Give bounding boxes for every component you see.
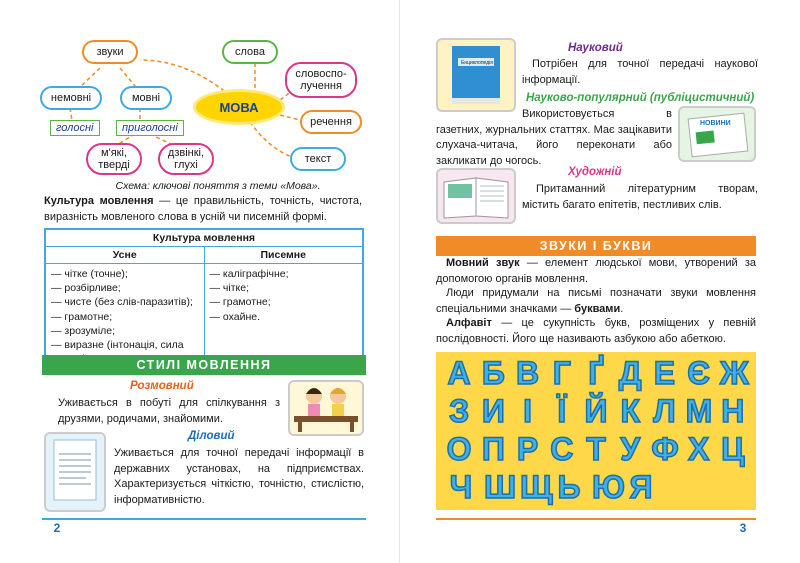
alphabet-letter: Я: [629, 469, 653, 505]
alphabet-letter: Є: [687, 355, 711, 391]
page-footer-line: [436, 518, 756, 520]
alphabet-letter: Д: [618, 355, 642, 391]
mindmap-node-slova: слова: [222, 40, 278, 64]
open-book-illustration: [436, 168, 516, 224]
alphabet-letter: А: [447, 355, 471, 391]
alphabet-row-3: [436, 430, 756, 468]
mindmap-node-dzvinki: дзвінкі, глухі: [158, 143, 214, 175]
term-alphabet: Алфавіт: [446, 317, 492, 329]
style-text-publitsystychnyi: Використовується в газетних, журнальних статтях. Має зацікавити слухача-читача, його переконати або закликати до чогось.: [436, 108, 672, 167]
list-item: — чисте (без слів-паразитів);: [51, 296, 193, 309]
style-text-dilovyi: Уживається для точної передачі інформації в державних установах, на підприємствах. Характеризується чіткістю, точністю, стислістю, інформативністю.: [114, 447, 364, 506]
list-item: — грамотне;: [51, 310, 113, 323]
mindmap-center: МОВА: [196, 92, 282, 122]
table-header-written: Писемне: [204, 247, 363, 264]
alphabet-letter: И: [481, 393, 505, 429]
style-text-khudozhnii: Притаманний літературним творам, містить багато епітетів, пестливих слів.: [522, 183, 758, 211]
mindmap-node-zvuky: звуки: [82, 40, 138, 64]
style-title-dilovyi: Діловий: [188, 430, 235, 442]
alphabet-letter: М: [685, 393, 713, 429]
alphabet-letter: Р: [516, 431, 539, 467]
text-sound: — елемент людської мови, утворений за допомогою органів мовлення.: [436, 257, 756, 285]
mindmap-node-miaki: м'які, тверді: [86, 143, 142, 175]
list-item: — зрозуміле;: [51, 324, 116, 337]
section-banner-sounds-letters: ЗВУКИ І БУКВИ: [436, 236, 756, 256]
alphabet-letter: С: [550, 431, 574, 467]
list-item: — чітке;: [209, 282, 249, 295]
kids-on-bench-illustration: [288, 380, 364, 436]
alphabet-row-1: [436, 354, 756, 392]
definition-text: — це правильність, точність, чистота, виразність мовленого слова в усній чи писемній формі.: [44, 195, 362, 223]
alphabet-letter: Ч: [449, 469, 473, 505]
mindmap-tag-holosni: голосні: [50, 120, 100, 136]
style-text-naukovyi: Потрібен для точної передачі наукової інформації.: [522, 58, 758, 86]
alphabet-letter: Х: [687, 431, 710, 467]
alphabet-letter: З: [449, 393, 470, 429]
style-text-rozmovnyi: Уживається в побуті для спілкування з друзями, родичами, знайомими.: [58, 397, 280, 425]
paragraph-sound: [436, 256, 756, 287]
alphabet-letter: Ж: [719, 355, 749, 391]
list-item: — грамотне;: [209, 296, 271, 309]
list-item: — каліграфічне;: [209, 268, 289, 280]
page-number-right: 3: [739, 521, 747, 535]
definition-paragraph: [44, 194, 362, 225]
alphabet-letter: Ц: [721, 431, 745, 467]
alphabet-letter: О: [446, 431, 472, 467]
style-title-publitsystychnyi: Науково-популярний (публіцистичний): [526, 92, 755, 104]
alphabet-letter: Й: [584, 393, 608, 429]
mindmap-node-tekst: текст: [290, 147, 346, 171]
alphabet-board: [436, 352, 756, 510]
book-label: Енциклопедія: [461, 60, 493, 66]
table-header-oral: Усне: [45, 247, 204, 264]
mindmap-node-rechennia: речення: [300, 110, 362, 134]
mindmap-node-slovospoluchennia: словоспо- лучення: [285, 62, 357, 98]
section-banner-styles: СТИЛІ МОВЛЕННЯ: [42, 355, 366, 375]
alphabet-row-2: [436, 392, 756, 430]
mindmap-node-movni: мовні: [120, 86, 172, 110]
encyclopedia-book-illustration: [436, 38, 516, 112]
alphabet-letter: І: [523, 393, 532, 429]
text-letters-a: Люди придумали на письмі позначати звуки мовлення спеціальними значками —: [436, 287, 756, 315]
style-title-rozmovnyi: Розмовний: [130, 380, 194, 392]
style-title-khudozhnii: Художній: [568, 166, 622, 178]
alphabet-letter: Ь: [557, 469, 581, 505]
newspaper-illustration: [678, 106, 756, 162]
alphabet-letter: Ф: [651, 431, 679, 467]
alphabet-letter: Л: [653, 393, 676, 429]
list-item: — виразне (інтонація, сила: [51, 338, 184, 351]
alphabet-letter: Б: [481, 355, 505, 391]
alphabet-letter: Ю: [592, 469, 625, 505]
newspaper-label: НОВИНИ: [700, 120, 731, 127]
alphabet-letter: У: [620, 431, 641, 467]
alphabet-letter: Ш: [484, 469, 517, 505]
table-title: Культура мовлення: [45, 229, 363, 247]
list-item: — охайне.: [209, 310, 261, 323]
mindmap-node-nemovni: немовні: [40, 86, 102, 110]
style-title-naukovyi: Науковий: [568, 42, 623, 54]
alphabet-letter: К: [620, 393, 640, 429]
mindmap-tag-pryholosni: приголосні: [116, 120, 184, 136]
list-item: — чітке (точне);: [51, 268, 128, 280]
paragraph-alphabet: [436, 316, 756, 347]
text-letters-b: .: [620, 302, 624, 315]
definition-term: Культура мовлення: [44, 195, 154, 207]
alphabet-letter: Ї: [557, 393, 567, 429]
alphabet-letter: Н: [721, 393, 745, 429]
page-footer-line: [42, 518, 366, 520]
alphabet-row-4: [436, 468, 756, 506]
alphabet-letter: Ґ: [588, 355, 604, 391]
alphabet-letter: В: [515, 355, 540, 391]
paragraph-letters: [436, 286, 756, 317]
list-item: — розбірливе;: [51, 282, 121, 295]
text-alphabet: — це сукупність букв, розміщених у певній послідовності. Його ще називають азбукою або абеткою.: [436, 317, 756, 345]
document-illustration: [44, 432, 106, 512]
term-letters: буквами: [574, 302, 621, 315]
alphabet-letter: Щ: [520, 469, 553, 505]
alphabet-letter: Т: [586, 431, 606, 467]
alphabet-letter: Е: [653, 355, 676, 391]
mindmap-caption: Схема: ключові поняття з теми «Мова».: [115, 180, 321, 192]
speech-culture-table: [44, 228, 364, 371]
page-number-left: 2: [53, 521, 61, 535]
alphabet-letter: Г: [552, 355, 571, 391]
alphabet-letter: П: [481, 431, 505, 467]
term-sound: Мовний звук: [446, 257, 520, 269]
